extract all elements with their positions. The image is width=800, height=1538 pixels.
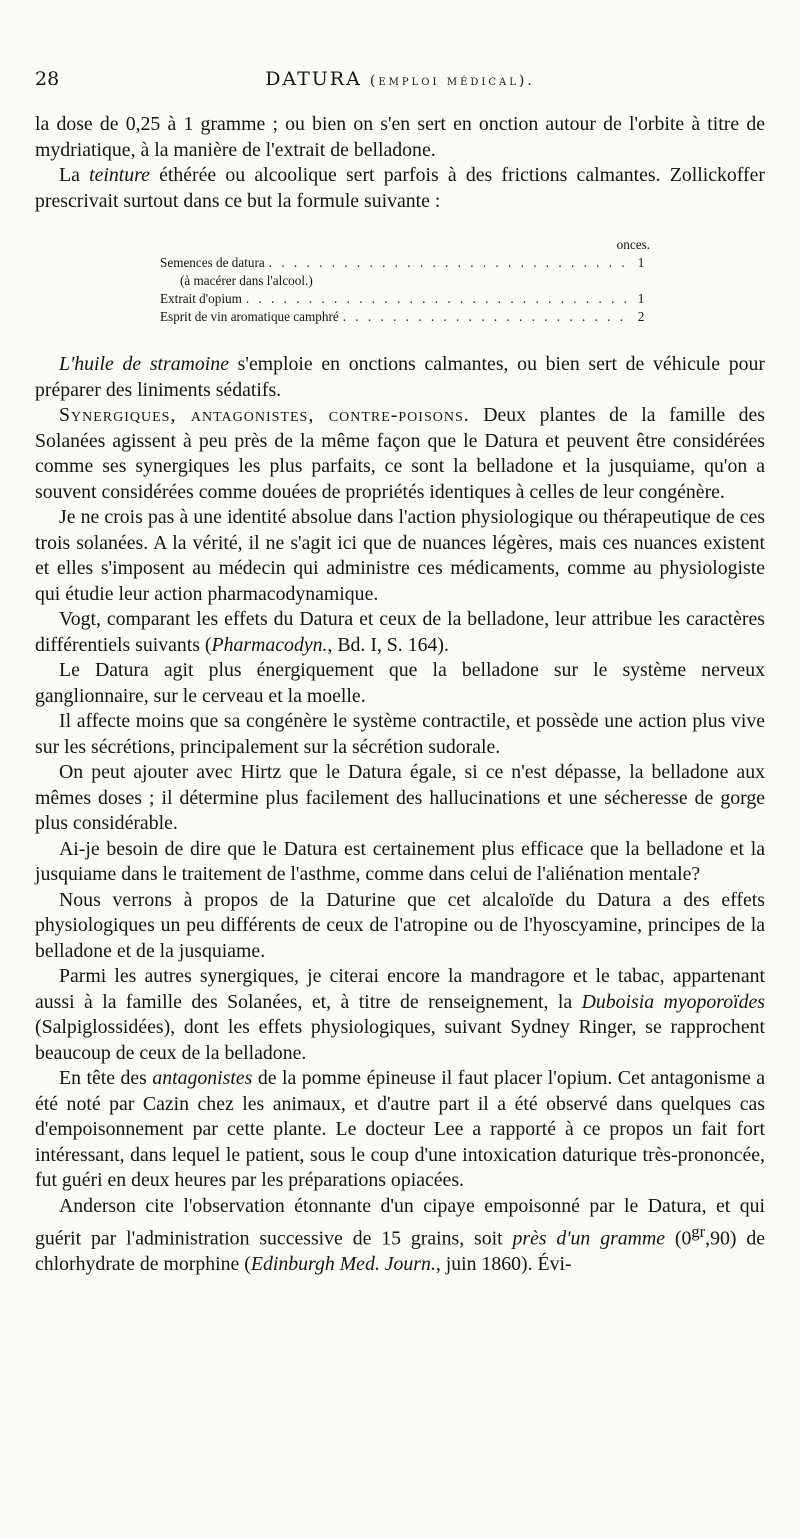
text-block-main (35, 352, 765, 1278)
paragraph-5: Je ne crois pas à une identité absolue dans l'action physiologique ou thérapeutique de ces trois solanées. A la vérité, il ne s'agit ici que de nuances légères, mais ces nuances existent et elles s'imposent au médecin qui administre ces médicaments, comme au physiologiste qui étudie leur action pharmacodynamique. (35, 506, 765, 605)
paragraph-4: Synergiques, antagonistes, contre-poisons. Deux plantes de la famille des Solanées agissent à peu près de la même façon que le Datura et peuvent être considérées comme ses synergiques les plus parfaits, ce sont la belladone et la jusquiame, qu'on a souvent considérées comme douées de propriétés identiques à celles de leur congénère. (35, 404, 765, 503)
paragraph-9: On peut ajouter avec Hirtz que le Datura égale, si ce n'est dépasse, la belladone aux mêmes doses ; il détermine plus facilement des hallucinations et une sécheresse de gorge plus considérable. (35, 761, 765, 834)
text-block-top (35, 112, 765, 214)
recipe-row: Semences de datura . . . 1 (160, 254, 650, 272)
recipe-row: Esprit de vin aromatique camphré . . . 2 (160, 308, 650, 326)
paragraph-3: L'huile de stramoine s'emploie en onctions calmantes, ou bien sert de véhicule pour préparer des liniments sédatifs. (35, 353, 765, 401)
paragraph-12: Parmi les autres synergiques, je citerai encore la mandragore et le tabac, appartenant aussi à la famille des Solanées, et, à titre de renseignement, la Duboisia myoporoïdes (Salpiglossidées), dont les effets physiologiques, suivant Sydney Ringer, se rapprochent beaucoup de ceux de la belladone. (35, 965, 765, 1064)
recipe-note: (à macérer dans l'alcool.) (180, 273, 313, 288)
paragraph-1: la dose de 0,25 à 1 gramme ; ou bien on s'en sert en onction autour de l'orbite à titre de mydriatique, à la manière de l'extrait de belladone. (35, 113, 765, 161)
title-subtitle: (emploi médical). (369, 73, 535, 89)
running-header (35, 68, 765, 98)
section-heading: Synergiques, antagonistes, contre-poisons. (59, 404, 470, 426)
recipe-unit: onces. (616, 237, 650, 252)
paragraph-10: Ai-je besoin de dire que le Datura est certainement plus efficace que la belladone et la jusquiame dans le traitement de l'asthme, comme dans celui de l'aliénation mentale? (35, 837, 765, 885)
recipe-row: Extrait d'opium . . . 1 (160, 290, 650, 308)
paragraph-7: Le Datura agit plus énergiquement que la belladone sur le système nerveux ganglionnaire, sur le cerveau et la moelle. (35, 659, 765, 707)
paragraph-11: Nous verrons à propos de la Daturine que cet alcaloïde du Datura a des effets physiologiques un peu différents de ceux de l'atropine ou de l'hyoscyamine, principes de la belladone et de la jusquiame. (35, 888, 765, 962)
title-main: DATURA (265, 68, 362, 90)
paragraph-8: Il affecte moins que sa congénère le système contractile, et possède une action plus vive sur les sécrétions, principalement sur la sécrétion sudorale. (35, 710, 765, 758)
recipe-formula (160, 236, 650, 326)
paragraph-13: En tête des antagonistes de la pomme épineuse il faut placer l'opium. Cet antagonisme a été noté par Cazin chez les animaux, et d'autre part il a été observé dans quelques cas d'empoisonnement par cette plante. Le docteur Lee a rapporté à ce propos un fait fort intéressant, dans lequel le patient, sous le coup d'une intoxication daturique très-prononcée, fut guéri en deux heures par les préparations opiacées. (35, 1067, 765, 1191)
running-title (35, 68, 765, 90)
page-number: 28 (35, 68, 60, 90)
paragraph-14: Anderson cite l'observation étonnante d'un cipaye empoisonné par le Datura, et qui guérit par l'administration successive de 15 grains, soit près d'un gramme $(0^{gr},90)$ de chlorhydrate de morphine (Edinburgh Med. Journ., juin 1860). Évi- (35, 1194, 765, 1276)
paragraph-6: Vogt, comparant les effets du Datura et ceux de la belladone, leur attribue les caractères différentiels suivants (Pharmacodyn., Bd. I, S. 164). (35, 608, 765, 656)
paragraph-2: La teinture éthérée ou alcoolique sert parfois à des frictions calmantes. Zollickoffer prescrivait surtout dans ce but la formule suivante : (35, 164, 765, 212)
